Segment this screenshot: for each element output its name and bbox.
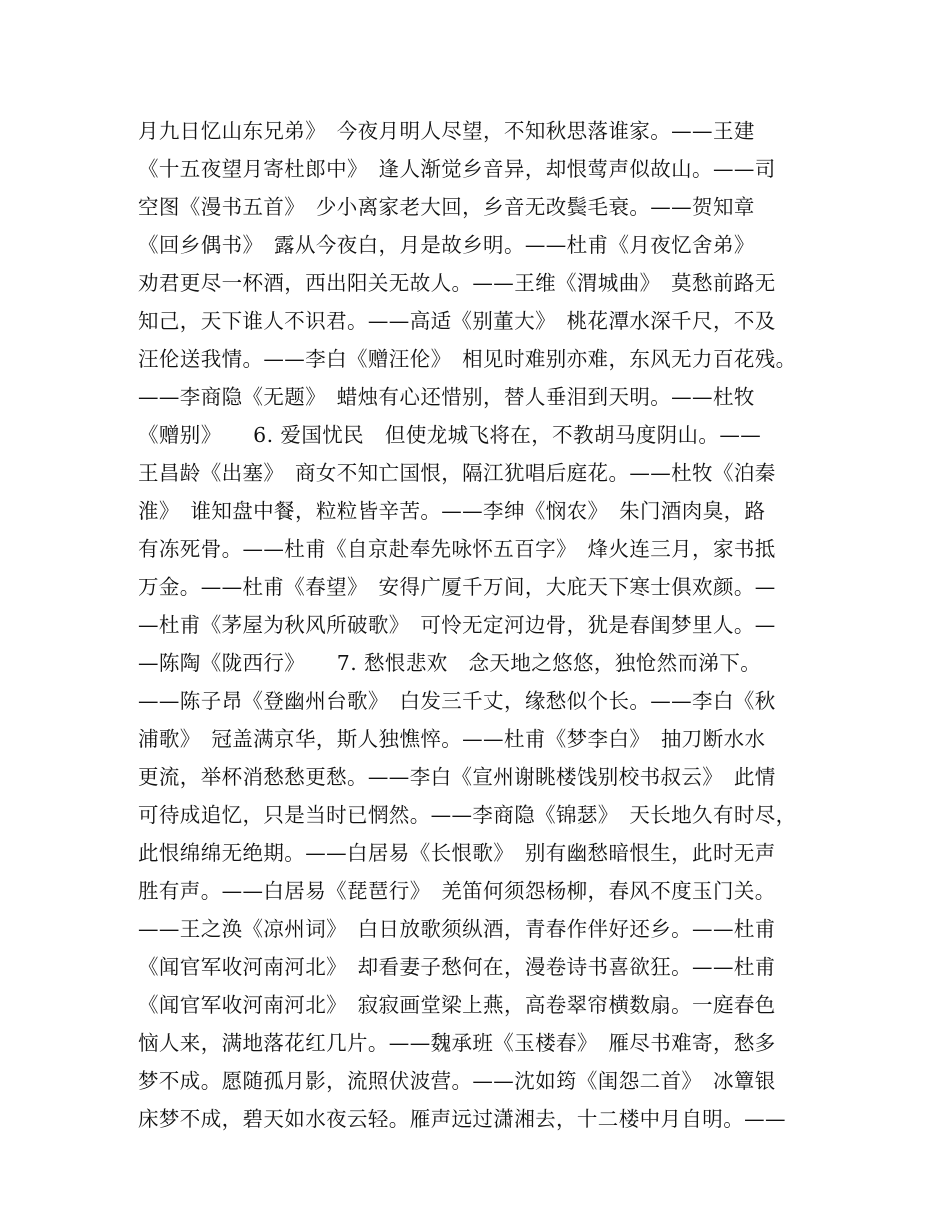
- text-line: 汪伦送我情。——李白《赠汪伦》 相见时难别亦难，东风无力百花残。: [138, 347, 797, 371]
- poem-text-body: [138, 112, 828, 1138]
- text-line: —杜甫《茅屋为秋风所破歌》 可怜无定河边骨，犹是春闺梦里人。—: [138, 613, 776, 637]
- text-line: 恼人来，满地落花红几片。——魏承班《玉楼春》 雁尽书难寄，愁多: [138, 1031, 776, 1055]
- text-line: 淮》 谁知盘中餐，粒粒皆辛苦。——李绅《悯农》 朱门酒肉臭，路: [138, 499, 766, 523]
- text-line: 梦不成。愿随孤月影，流照伏波营。——沈如筠《闺怨二首》 冰簟银: [138, 1069, 776, 1093]
- text-line: 空图《漫书五首》 少小离家老大回，乡音无改鬓毛衰。——贺知章: [138, 195, 755, 219]
- text-line: ——王之涣《凉州词》 白日放歌须纵酒，青春作伴好还乡。——杜甫: [138, 917, 776, 941]
- text-line: 此恨绵绵无绝期。——白居易《长恨歌》 别有幽愁暗恨生，此时无声: [138, 841, 776, 865]
- text-line: 更流，举杯消愁愁更愁。——李白《宣州谢眺楼饯别校书叔云》 此情: [138, 765, 776, 789]
- text-line: 《赠别》 6. 爱国忧民 但使龙城飞将在，不教胡马度阴山。——: [138, 423, 762, 447]
- text-line: 可待成追忆，只是当时已惘然。——李商隐《锦瑟》 天长地久有时尽，: [138, 803, 797, 827]
- text-line: 《闻官军收河南河北》 寂寂画堂梁上燕，高卷翠帘横数扇。一庭春色: [138, 993, 776, 1017]
- text-line: 《回乡偶书》 露从今夜白，月是故乡明。——杜甫《月夜忆舍弟》: [138, 233, 755, 257]
- text-line: 胜有声。——白居易《琵琶行》 羌笛何须怨杨柳，春风不度玉门关。: [138, 879, 776, 903]
- text-line: 有冻死骨。——杜甫《自京赴奉先咏怀五百字》 烽火连三月，家书抵: [138, 537, 776, 561]
- text-line: ——陈子昂《登幽州台歌》 白发三千丈，缘愁似个长。——李白《秋: [138, 689, 776, 713]
- text-line: 浦歌》 冠盖满京华，斯人独憔悴。——杜甫《梦李白》 抽刀断水水: [138, 727, 766, 751]
- text-line: 劝君更尽一杯酒，西出阳关无故人。——王维《渭城曲》 莫愁前路无: [138, 271, 776, 295]
- text-line: 床梦不成，碧天如水夜云轻。雁声远过潇湘去，十二楼中月自明。——: [138, 1107, 786, 1131]
- text-line: 万金。——杜甫《春望》 安得广厦千万间，大庇天下寒士俱欢颜。—: [138, 575, 776, 599]
- text-line: 王昌龄《出塞》 商女不知亡国恨，隔江犹唱后庭花。——杜牧《泊秦: [138, 461, 776, 485]
- text-line: ——李商隐《无题》 蜡烛有心还惜别，替人垂泪到天明。——杜牧: [138, 385, 755, 409]
- text-line: —陈陶《陇西行》 7. 愁恨悲欢 念天地之悠悠，独怆然而涕下。: [138, 651, 762, 675]
- text-line: 《闻官军收河南河北》 却看妻子愁何在，漫卷诗书喜欲狂。——杜甫: [138, 955, 776, 979]
- text-line: 《十五夜望月寄杜郎中》 逢人渐觉乡音异，却恨莺声似故山。——司: [138, 157, 776, 181]
- text-line: 月九日忆山东兄弟》 今夜月明人尽望，不知秋思落谁家。——王建: [138, 119, 755, 143]
- text-line: 知己，天下谁人不识君。——高适《别董大》 桃花潭水深千尺，不及: [138, 309, 776, 333]
